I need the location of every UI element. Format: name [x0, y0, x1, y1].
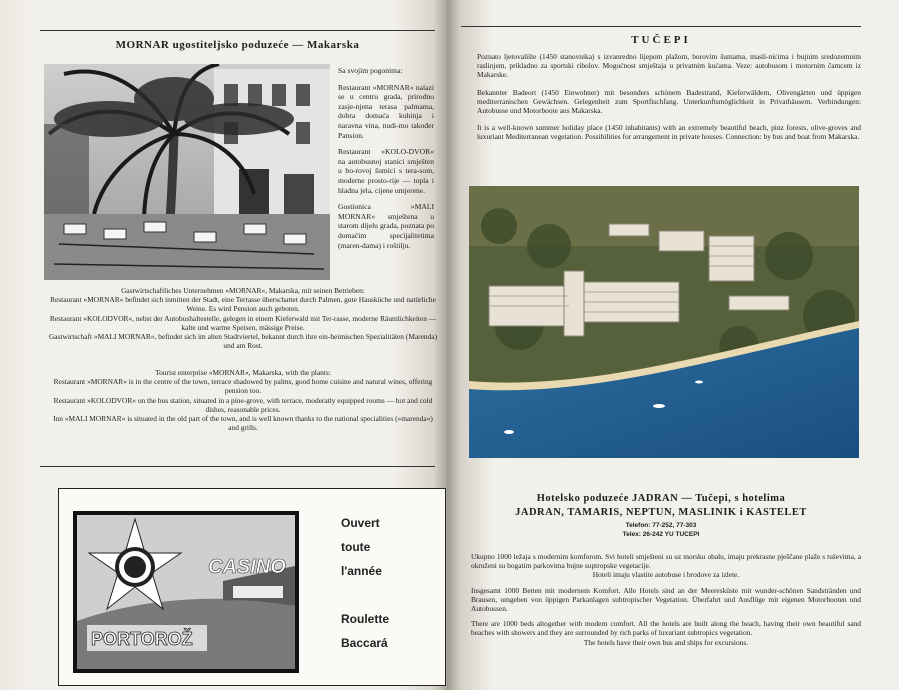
hotel-names: JADRAN, TAMARIS, NEPTUN, MASLINIK i KASTELET [515, 507, 807, 518]
mali-mornar-hr: Gostionica »MALI MORNAR« smještena u starom dijelu grada, poznata po domaćim specijalitetima (maren-dama) i roštilju. [338, 202, 434, 250]
tucepi-intro-block [477, 52, 861, 142]
english-kolodvor: Restaurant »KOLODVOR« on the bus station, situated in a pine-grove, with terrace, moderatly equipped rooms — hot and cold dishes, reasonable prices. [53, 395, 433, 414]
tucepi-intro-de: Bekannter Badeort (1450 Einwohner) mit besonders schönem Badestrand, Kieferwäldern, Olivengärten und üppigen mediterranischen Gewächsen. Gelegenheit zum Sportfischfang. Unterkunftsmöglichkeit in Privathäusern. Verbindungen: Autobusse und Motorboote aus Makarska. [477, 87, 861, 116]
casino-photo [73, 511, 299, 673]
casino-line-lannee: l'année [341, 564, 382, 578]
tucepi-aerial-photo [469, 186, 859, 458]
hotel-telex: Telex: 26-242 YU TUCEPI [622, 531, 700, 538]
hotel-desc-hr: Ukupno 1000 ležaja s modernim komforom. Svi hoteli smješteni su uz morsku obalu, imaju prekrasne pješčane plaže s tuševima, a okruženi su bogatim parkovima bujne suptropske vegetacije. [471, 552, 861, 571]
tucepi-header: TUČEPI [631, 34, 691, 46]
hotel-desc-en-2: The hotels have their own bus and ships for excursions. [583, 637, 749, 647]
top-rule-right [461, 26, 861, 27]
german-intro: Gastwirtschaftliches Unternehmen »MORNAR«, Makarska, mit seinen Betrieben: [121, 286, 365, 295]
mornar-header: MORNAR ugostiteljsko poduzeće — Makarska [115, 39, 360, 51]
middle-rule [40, 466, 435, 467]
casino-line-roulette: Roulette [341, 612, 389, 626]
mornar-croatian-column [338, 66, 434, 257]
casino-sign-text: CASINO [208, 556, 286, 578]
casino-line-baccara: Baccará [341, 636, 388, 650]
mornar-english-block [48, 368, 438, 432]
english-mornar: Restaurant »MORNAR« is in the centre of the town, terrace shadowed by palms, good home cuisine and natural wines, offering pension too. [53, 377, 433, 396]
mornar-terrace-photo [44, 64, 330, 280]
hotel-description-block [471, 552, 861, 647]
casino-advert [58, 488, 446, 686]
intro-line: Sa svojim pogonima: [338, 66, 403, 75]
german-mali-mornar: Gastwirtschaft »MALI MORNAR«, befindet sich im alten Stadtviertel, bekannt durch ihre ein-heimischen Spezialitäten (Marenda) und am Rost. [48, 332, 438, 351]
english-mali-mornar: Inn »MALI MORNAR« is situated in the old part of the town, and is well known thanks to the national specialities (»marenda«) and grills. [53, 414, 433, 433]
top-rule [40, 30, 435, 31]
hotel-desc-en: There are 1000 beds altogether with modern comfort. All the hotels are built along the beach, having their own beautiful sand beaches with showers and they are surrounded by rich parks of luxuriant subtropics vegetation. [471, 619, 861, 638]
casino-line-ouvert: Ouvert [341, 516, 380, 530]
english-intro: Tourist enterprise »MORNAR«, Makarska, with the plants: [155, 368, 331, 377]
mornar-german-block [48, 286, 438, 350]
restaurant-mornar-hr: Restaurant »MORNAR« nalazi se u centru grada, prirodno zasje-njena terasa palmama, dobra domaća kuhinja i naravna vina, nudi-mo također Pansion. [338, 82, 434, 140]
portoroz-text: PORTOROŽ [91, 629, 193, 649]
restaurant-kolodvor-hr: Restaurant »KOLO-DVOR« na autobusnoj stanici smješten u bo-rovoj šumici s tera-som, moderne prosto-rije — topla i hladna jela, cijene umjerene. [338, 147, 434, 195]
german-mornar: Restaurant »MORNAR« befindet sich inmitten der Stadt, eine Terrasse überschattet durch Palmen, gute Hausküche und natürliche Weine. Es wird Pension auch geboten. [50, 295, 436, 314]
hotel-enterprise-title: Hotelsko poduzeće JADRAN — Tučepi, s hotelima [536, 493, 786, 504]
casino-text-column [341, 511, 441, 655]
tucepi-intro-hr: Poznato ljetovalište (1450 stanovnika) s izvanredno lijepom plažom, borovim šumama, masli-nicima i bujnim sredozemnim raslinjem, prikladno za sportski ribolov. Mogućnost smještaja u privatnim kućama. Veze: autobusom i motornim čamcem iz Makarske. [477, 52, 861, 80]
hotel-desc-de: Insgesamt 1000 Betten mit modernem Komfort. Alle Hotels sind an der Meeresküste mit wunder-schönen Sandstränden und Brausen, umgeben von üppigen Parkanlagen subtropischer Vegetation. Überfahrt und Ausflüge mit eigenen Motorbooten und Autobussen. [471, 585, 861, 614]
tucepi-intro-en: It is a well-known summer holiday place (1450 inhabitants) with an extremely beautiful beach, pinz forests, olive-groves and luxuriant Mediterranean vegetation. Possibilities for arrangement in private houses. Connection: by bus and boat from Makarska. [477, 123, 861, 142]
left-page [0, 0, 447, 690]
hotel-telephone: Telefon: 77-252, 77-303 [625, 522, 697, 529]
german-kolodvor: Restaurant »KOLODVOR«, nebst der Autobushaltestelle, gelegen in einem Kieferwald mit Ter-rasse, moderne Räumlichkeiten — kalte und warme Speisen, mässige Preise. [49, 313, 437, 332]
casino-line-toute: toute [341, 540, 371, 554]
right-page [447, 0, 899, 690]
hotel-desc-hr-2: Hoteli imaju vlastite autobuse i brodove za izlete. [592, 570, 740, 580]
